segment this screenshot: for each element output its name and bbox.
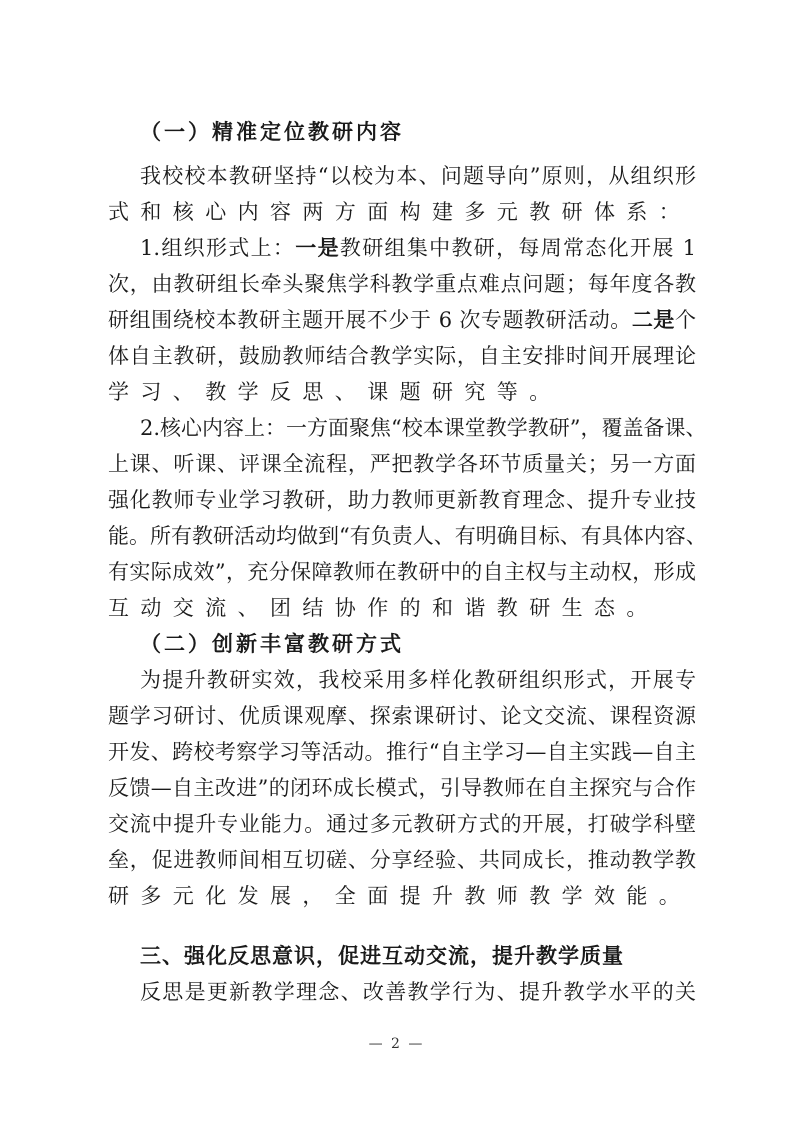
paragraph-line: 能。所有教研活动均做到“有负责人、有明确目标、有具体内容、 [108,524,707,548]
paragraph-line: 垒，促进教师间相互切磋、分享经验、共同成长，推动教学教 [108,848,696,872]
paragraph-line: 研多元化发展，全面提升教师教学效能。 [108,884,692,908]
paragraph-line: 互动交流、团结协作的和谐教研生态。 [108,596,659,620]
paragraph-line: 学习、教学反思、课题研究等。 [108,380,562,404]
paragraph-line: 交流中提升专业能力。通过多元教研方式的开展，打破学科壁 [108,812,696,836]
text-span: 1.组织形式上： [140,236,296,260]
paragraph-line: 反馈—自主改进”的闭环成长模式，引导教师在自主探究与合作 [108,776,696,800]
paragraph-line: 反思是更新教学理念、改善教学行为、提升教学水平的关 [140,980,696,1004]
paragraph-line [108,302,696,338]
paragraph-line: 开发、跨校考察学习等活动。推行“自主学习—自主实践—自主 [108,740,696,764]
paragraph-line: 次，由教研组长牵头聚焦学科教学重点难点问题；每年度各教 [108,272,696,296]
paragraph-line: 体自主教研，鼓励教师结合教学实际，自主安排时间开展理论 [108,344,696,368]
paragraph-line: 我校校本教研坚持“以校为本、问题导向”原则，从组织形 [140,164,696,188]
paragraph-line: 有实际成效”，充分保障教师在教研中的自主权与主动权，形成 [108,560,696,584]
text-span: 研组围绕校本教研主题开展不少于 6 次专题教研活动。 [108,308,632,332]
bold-span: 一是 [295,235,340,260]
paragraph-line [140,230,696,266]
paragraph-line: 为提升教研实效，我校采用多样化教研组织形式，开展专 [140,668,696,692]
page-number: — 2 — [368,1036,425,1052]
subheading-one: （一）精准定位教研内容 [140,119,404,144]
bold-span: 二是 [631,307,675,332]
paragraph-line: 题学习研讨、优质课观摩、探索课研讨、论文交流、课程资源 [108,704,696,728]
paragraph-line: 上课、听课、评课全流程，严把教学各环节质量关；另一方面 [108,452,696,476]
subheading-two: （二）创新丰富教研方式 [140,631,404,656]
text-span: 教研组集中教研，每周常态化开展 1 [339,236,696,260]
paragraph-line: 2.核心内容上：一方面聚焦“校本课堂教学教研”，覆盖备课、 [140,416,707,440]
text-span: 个 [675,308,696,332]
paragraph-line: 式和核心内容两方面构建多元教研体系： [108,200,692,224]
section-heading-three: 三、强化反思意识，促进互动交流，提升教学质量 [140,944,624,968]
paragraph-line: 强化教师专业学习教研，助力教师更新教育理念、提升专业技 [108,488,696,512]
